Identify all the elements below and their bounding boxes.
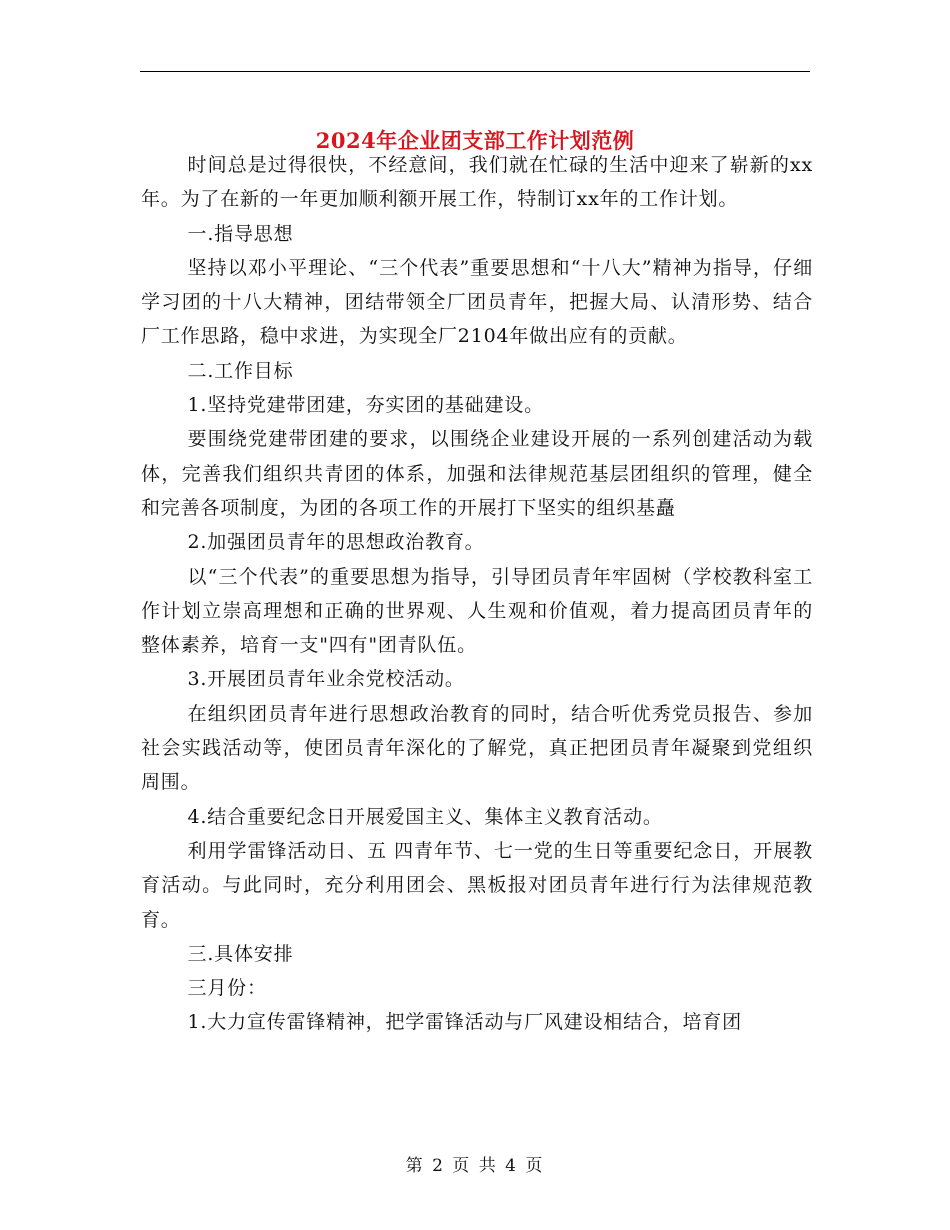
- march-item-1: 1.大力宣传雷锋精神，把学雷锋活动与厂风建设相结合，培育团: [187, 1011, 742, 1034]
- goal-item-2: 2.加强团员青年的思想政治教育。: [187, 531, 485, 554]
- document-title: 2024年企业团支部工作计划范例: [315, 128, 635, 154]
- paragraph-intro: 时间总是过得很快，不经意间，我们就在忙碌的生活中迎来了崭新的xx年。为了在新的一年更加顺利额开展工作，特制订xx年的工作计划。: [141, 154, 813, 211]
- paragraph-goal-4: 利用学雷锋活动日、五 四青年节、七一党的生日等重要纪念日，开展教育活动。与此同时，充分利用团会、黑板报对团员青年进行行为法律规范教育。: [141, 839, 813, 931]
- header-rule: [140, 71, 810, 72]
- document-body: [141, 148, 813, 1040]
- goal-item-1: 1.坚持党建带团建，夯实团的基础建设。: [187, 394, 544, 417]
- goal-item-3: 3.开展团员青年业余党校活动。: [187, 668, 465, 691]
- section-heading-work-goals: 二.工作目标: [187, 359, 294, 382]
- section-heading-guiding-thought: 一.指导思想: [187, 222, 294, 245]
- paragraph-goal-2: 以“三个代表”的重要思想为指导，引导团员青年牢固树（学校教科室工作计划立崇高理想和正确的世界观、人生观和价值观，着力提高团员青年的整体素养，培育一支"四有"团青队伍。: [141, 565, 813, 657]
- paragraph-goal-1: 要围绕党建带团建的要求，以围绕企业建设开展的一系列创建活动为载体，完善我们组织共青团的体系，加强和法律规范基层团组织的管理，健全和完善各项制度，为团的各项工作的开展打下坚实的组织基矗: [141, 428, 813, 519]
- month-heading-march: 三月份：: [187, 977, 267, 1000]
- goal-item-4: 4.结合重要纪念日开展爱国主义、集体主义教育活动。: [187, 805, 663, 828]
- paragraph-goal-3: 在组织团员青年进行思想政治教育的同时，结合听优秀党员报告、参加社会实践活动等，使团员青年深化的了解党，真正把团员青年凝聚到党组织周围。: [141, 702, 813, 794]
- paragraph-guiding-thought: 坚持以邓小平理论、“三个代表”重要思想和“十八大”精神为指导，仔细学习团的十八大精神，团结带领全厂团员青年，把握大局、认清形势、结合厂工作思路，稳中求进，为实现全厂2104年做出应有的贡献。: [141, 256, 813, 348]
- page-number: 第 2 页 共 4 页: [405, 1156, 545, 1176]
- section-heading-arrangement: 三.具体安排: [187, 942, 294, 965]
